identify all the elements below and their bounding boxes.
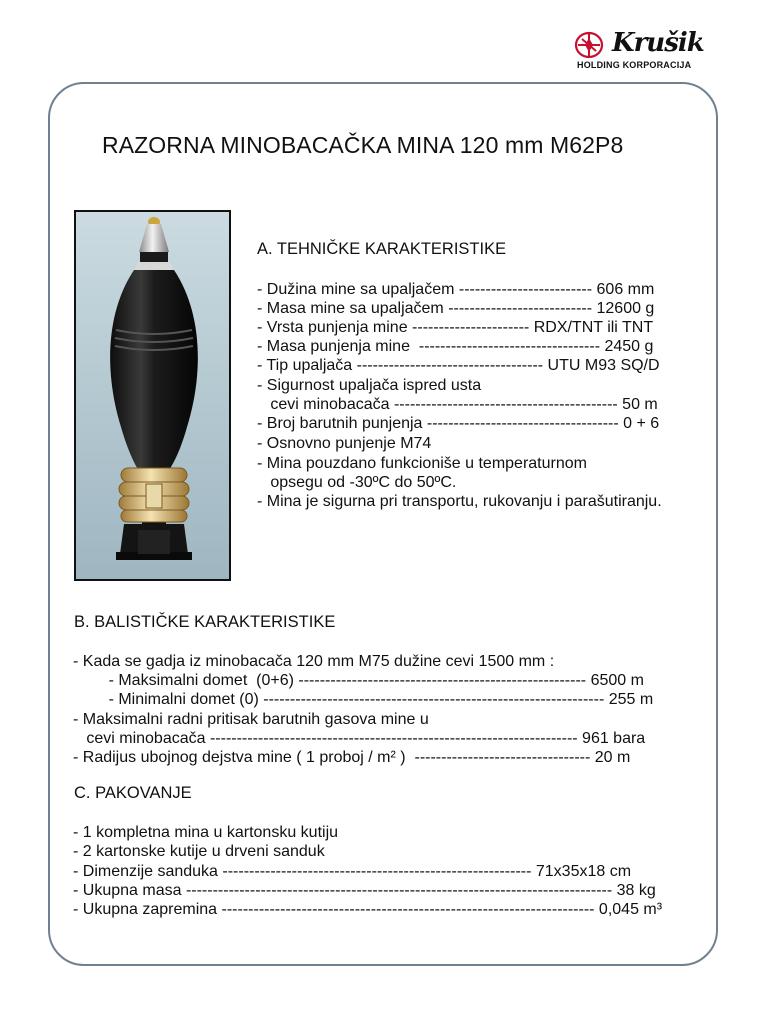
logo-wordmark: Krušik (612, 28, 704, 58)
section-b-heading: B. BALISTIČKE KARAKTERISTIKE (74, 613, 336, 631)
spec-line: - Vrsta punjenja mine ---------------------- RDX/TNT ili TNT (257, 319, 654, 336)
ballistic-line: - Minimalni domet (0) ---------------------------------------------------------------- 255 m (73, 691, 654, 708)
spec-line: opsegu od -30ºC do 50ºC. (257, 474, 457, 491)
section-a-heading: A. TEHNIČKE KARAKTERISTIKE (257, 240, 507, 258)
spec-line: cevi minobacača ------------------------------------------ 50 m (257, 396, 658, 413)
packing-line: - Ukupna zapremina ---------------------------------------------------------------------- 0,045 m³ (73, 901, 663, 918)
page-title: RAZORNA MINOBACAČKA MINA 120 mm M62P8 (102, 132, 624, 158)
company-logo (574, 28, 722, 72)
spec-line: - Broj barutnih punjenja ------------------------------------ 0 + 6 (257, 415, 660, 432)
ballistic-line: - Radijus ubojnog dejstva mine ( 1 proboj / m² ) --------------------------------- 20 m (73, 749, 631, 766)
spec-line: - Tip upaljača ----------------------------------- UTU M93 SQ/D (257, 357, 660, 374)
mortar-bomb-photo (74, 210, 231, 581)
logo-tagline: HOLDING KORPORACIJA (577, 60, 692, 70)
packing-line: - Dimenzije sanduka ---------------------------------------------------------- 71x35x18 cm (73, 863, 632, 880)
section-c-heading: C. PAKOVANJE (74, 784, 192, 802)
mortar-bomb-illustration (76, 212, 229, 579)
packing-line: - 1 kompletna mina u kartonsku kutiju (73, 824, 339, 841)
ballistic-line: - Maksimalni domet (0+6) ------------------------------------------------------ 6500 m (73, 672, 644, 689)
spec-line: - Masa mine sa upaljačem --------------------------- 12600 g (257, 300, 655, 317)
logo-emblem-icon (574, 30, 608, 60)
spec-line: - Mina pouzdano funkcioniše u temperaturnom (257, 455, 587, 472)
ballistic-line: - Maksimalni radni pritisak barutnih gasova mine u (73, 711, 429, 728)
ballistic-line: - Kada se gadja iz minobacača 120 mm M75 dužine cevi 1500 mm : (73, 653, 555, 670)
spec-line: - Mina je sigurna pri transportu, rukovanju i parašutiranju. (257, 493, 662, 510)
spec-line: - Masa punjenja mine ---------------------------------- 2450 g (257, 338, 654, 355)
packing-line: - 2 kartonske kutije u drveni sanduk (73, 843, 325, 860)
spec-line: - Osnovno punjenje M74 (257, 435, 432, 452)
packing-line: - Ukupna masa -------------------------------------------------------------------------------- 38 kg (73, 882, 656, 899)
ballistic-line: cevi minobacača --------------------------------------------------------------------- 961 bara (73, 730, 646, 747)
spec-line: - Dužina mine sa upaljačem ------------------------- 606 mm (257, 281, 655, 298)
spec-line: - Sigurnost upaljača ispred usta (257, 377, 482, 394)
